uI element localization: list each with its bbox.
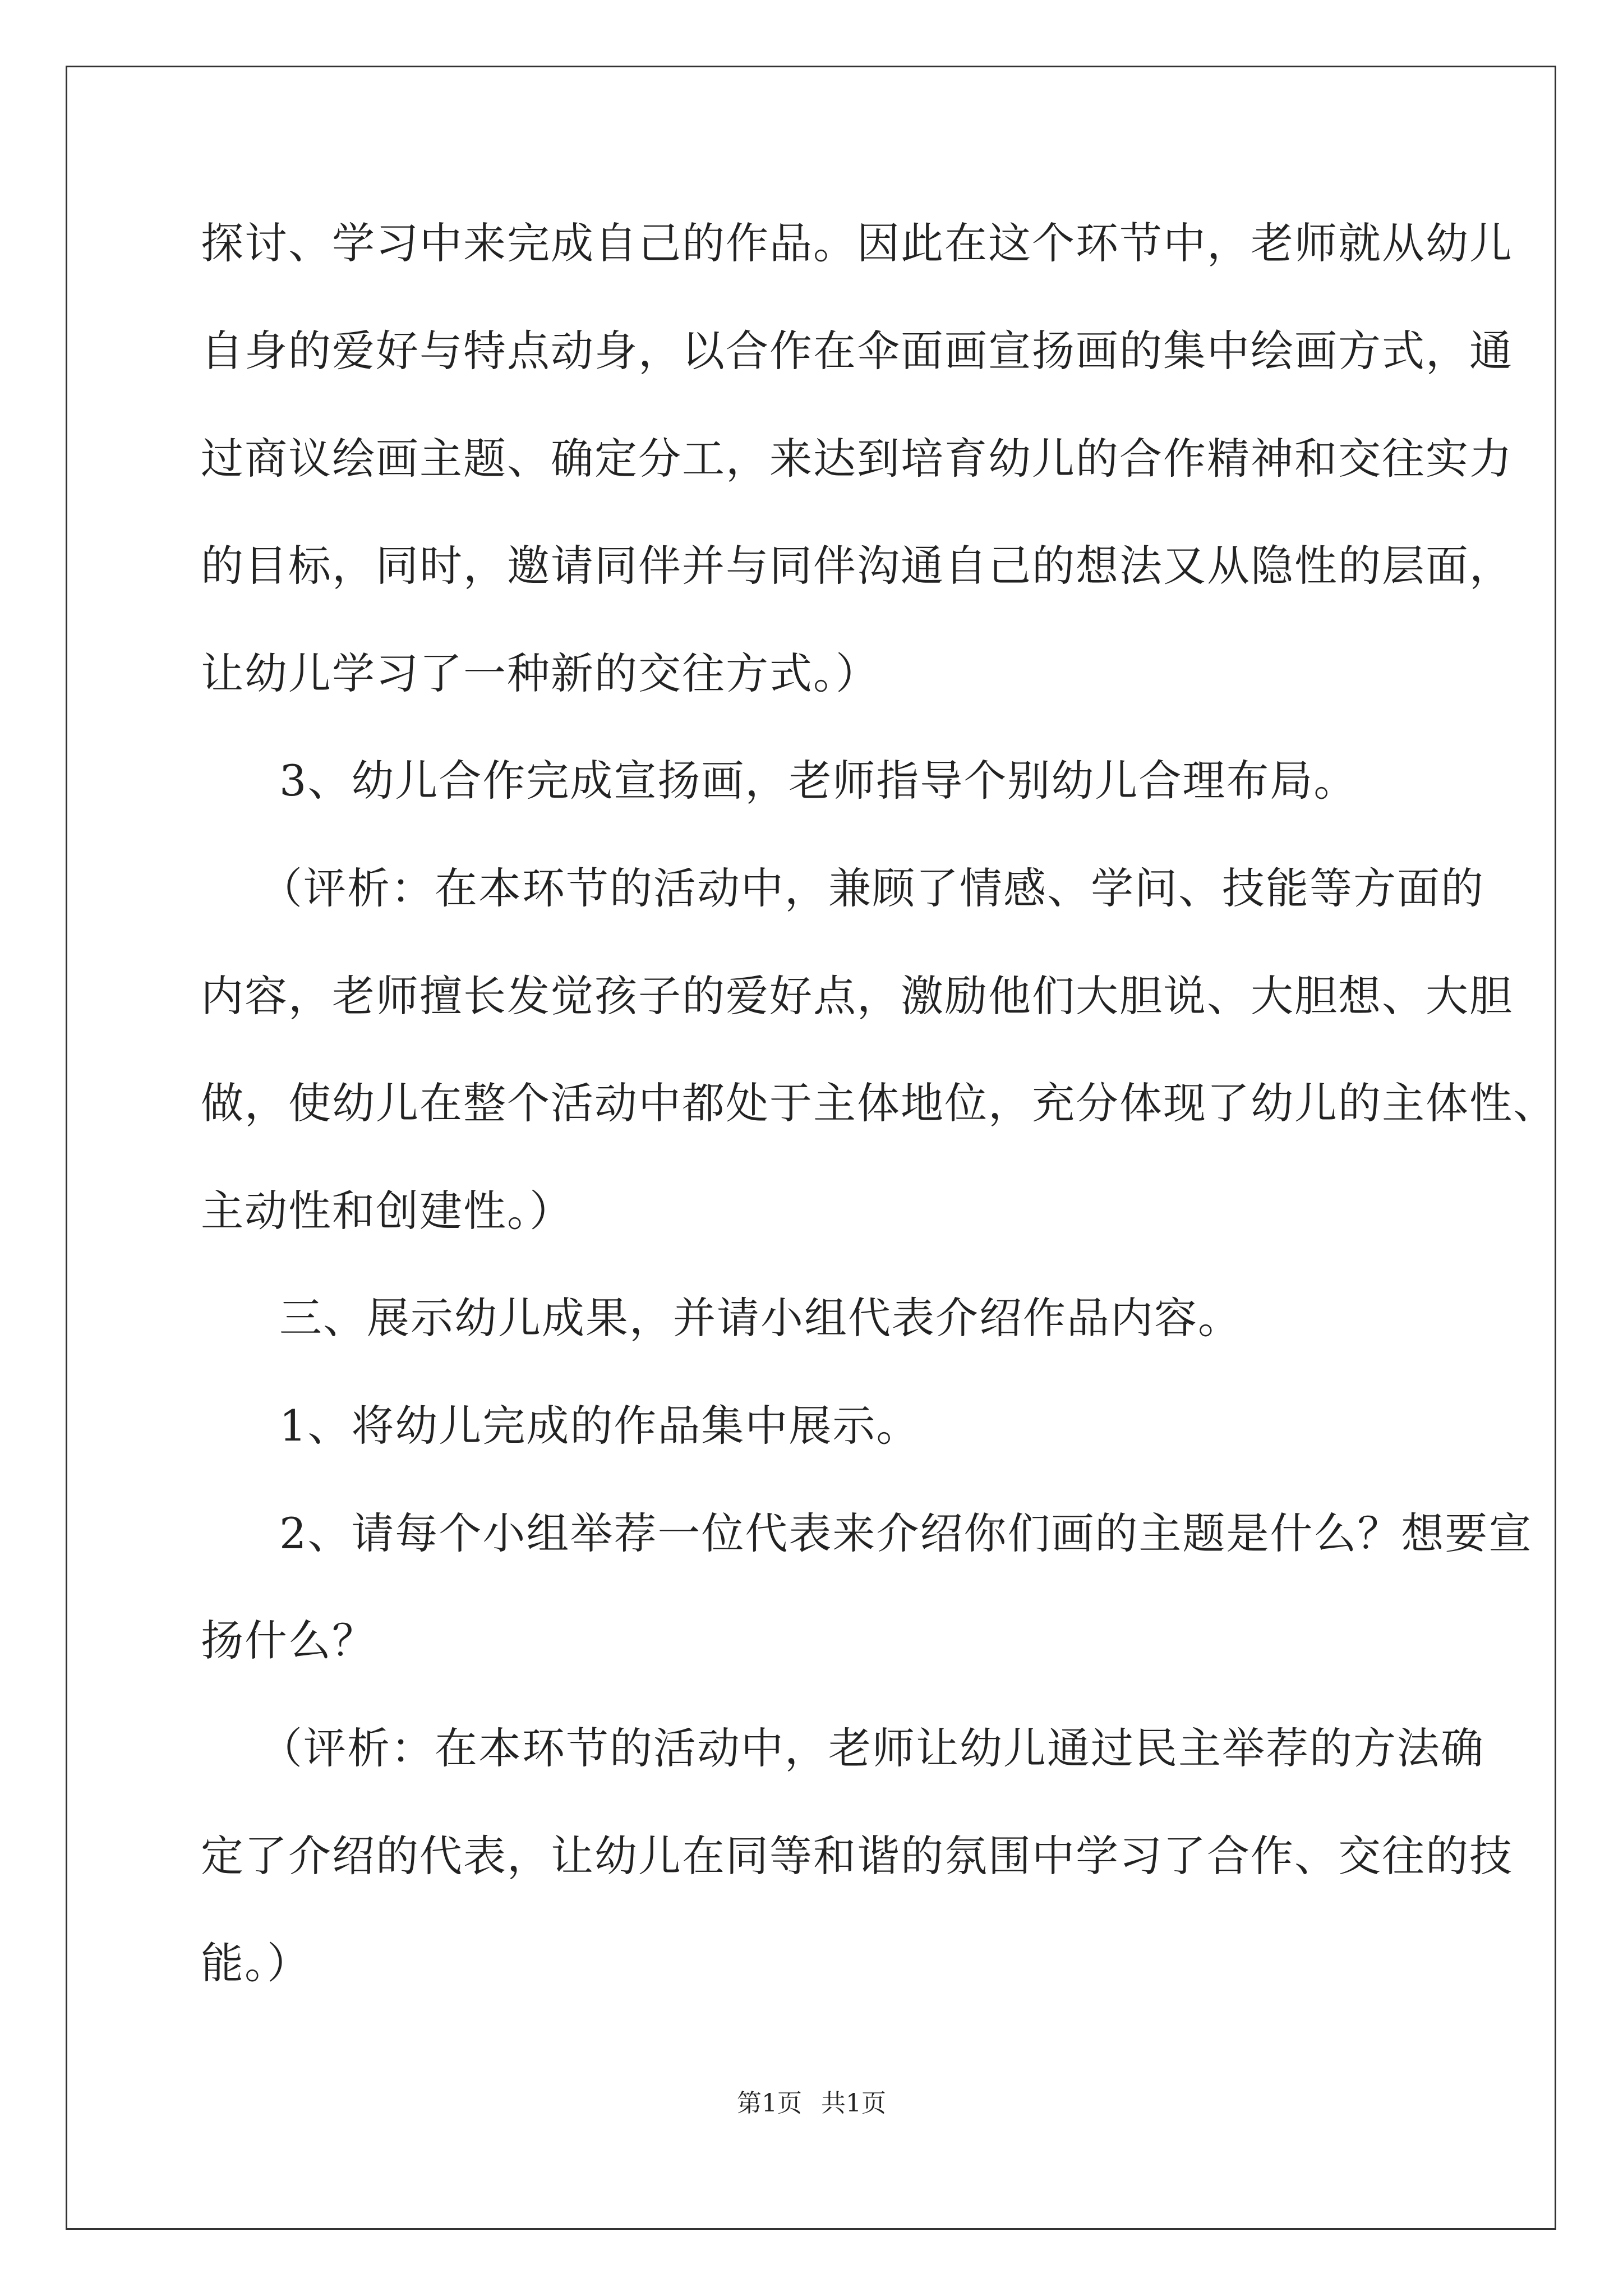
paragraph-line: 扬什么？ <box>201 1616 376 1665</box>
paragraph-line: （评析：在本环节的活动中，兼顾了情感、学问、技能等方面的 <box>260 863 1484 913</box>
page-number: 第1页 <box>737 2089 802 2118</box>
paragraph-line: 3、幼儿合作完成宣扬画，老师指导个别幼儿合理布局。 <box>279 756 1358 806</box>
page-footer <box>0 2088 1623 2119</box>
page-border <box>66 66 1556 2230</box>
paragraph-line: 过商议绘画主题、确定分工，来达到培育幼儿的合作精神和交往实力 <box>201 434 1513 484</box>
paragraph-line: 的目标，同时，邀请同伴并与同伴沟通自己的想法又从隐性的层面， <box>201 541 1513 591</box>
paragraph-line: 做，使幼儿在整个活动中都处于主体地位，充分体现了幼儿的主体性、 <box>201 1078 1557 1128</box>
page-total: 共1页 <box>821 2089 886 2118</box>
paragraph-line: 自身的爱好与特点动身，以合作在伞面画宣扬画的集中绘画方式，通 <box>201 326 1513 376</box>
paragraph-line: 让幼儿学习了一种新的交往方式。） <box>201 648 879 698</box>
paragraph-line: （评析：在本环节的活动中，老师让幼儿通过民主举荐的方法确 <box>260 1723 1484 1773</box>
paragraph-line: 探讨、学习中来完成自己的作品。因此在这个环节中，老师就从幼儿 <box>201 218 1513 268</box>
paragraph-line: 1、将幼儿完成的作品集中展示。 <box>279 1401 920 1451</box>
paragraph-line: 定了介绍的代表，让幼儿在同等和谐的氛围中学习了合作、交往的技 <box>201 1831 1513 1881</box>
section-heading: 三、展示幼儿成果，并请小组代表介绍作品内容。 <box>279 1293 1242 1343</box>
paragraph-line: 能。） <box>201 1938 311 1988</box>
paragraph-line: 主动性和创建性。） <box>201 1186 573 1236</box>
paragraph-line: 2、请每个小组举荐一位代表来介绍你们画的主题是什么？想要宣 <box>279 1508 1533 1558</box>
paragraph-line: 内容，老师擅长发觉孩子的爱好点，激励他们大胆说、大胆想、大胆 <box>201 971 1513 1021</box>
